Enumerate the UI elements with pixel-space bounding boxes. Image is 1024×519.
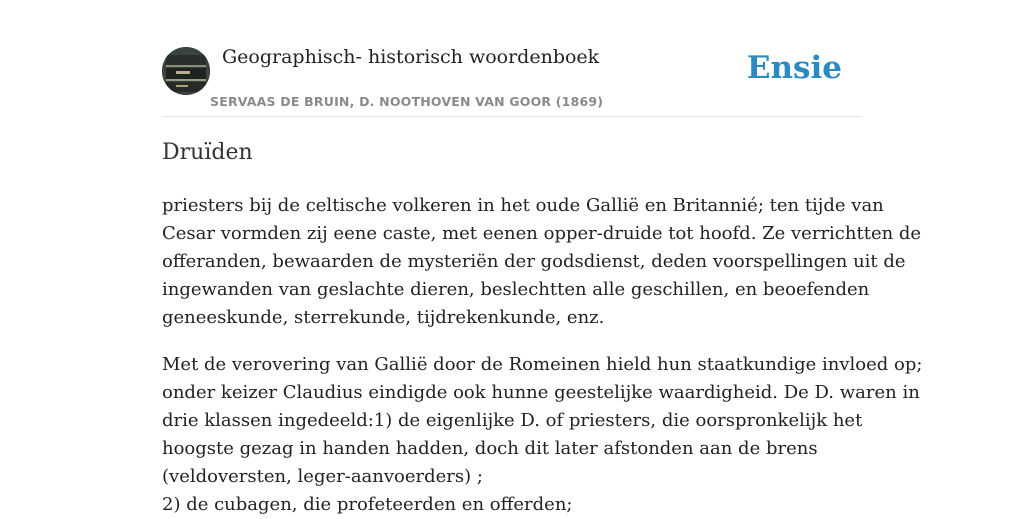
paragraph-line: geneeskunde, sterrekunde, tijdrekenkunde, enz. xyxy=(162,307,605,328)
book-title[interactable]: Geographisch- historisch woordenboek xyxy=(222,46,600,68)
paragraph-line: hoogste gezag in handen hadden, doch dit later afstonden aan de brens xyxy=(162,438,818,459)
header xyxy=(162,0,862,117)
paragraph-line: Met de verovering van Gallië door de Romeinen hield hun staatkundige invloed op; xyxy=(162,354,923,375)
book-spines-icon[interactable] xyxy=(162,47,210,95)
paragraph-line: Cesar vormden zij eene caste, met eenen opper-druide tot hoofd. Ze verrichtten de xyxy=(162,223,922,244)
entry-paragraph-2 xyxy=(162,351,923,519)
entry-title: Druïden xyxy=(162,140,253,165)
entry-paragraph-1 xyxy=(162,192,922,332)
paragraph-line: priesters bij de celtische volkeren in het oude Gallië en Britannié; ten tijde van xyxy=(162,195,884,216)
paragraph-line: offeranden, bewaarden de mysteriën der godsdienst, deden voorspellingen uit de xyxy=(162,251,906,272)
paragraph-line: onder keizer Claudius eindigde ook hunne geestelijke waardigheid. De D. waren in xyxy=(162,382,920,403)
paragraph-line: 2) de cubagen, die profeteerden en offerden; xyxy=(162,494,573,515)
paragraph-line: (veldoversten, leger-aanvoerders) ; xyxy=(162,466,483,487)
page xyxy=(162,0,923,515)
paragraph-line: ingewanden van geslachte dieren, beslechtten alle geschillen, en beoefenden xyxy=(162,279,870,300)
paragraph-line: drie klassen ingedeeld:1) de eigenlijke D. of priesters, die oorspronkelijk het xyxy=(162,410,863,431)
book-author: SERVAAS DE BRUIN, D. NOOTHOVEN VAN GOOR (1869) xyxy=(210,94,604,109)
ensie-logo[interactable]: Ensie xyxy=(746,50,842,86)
